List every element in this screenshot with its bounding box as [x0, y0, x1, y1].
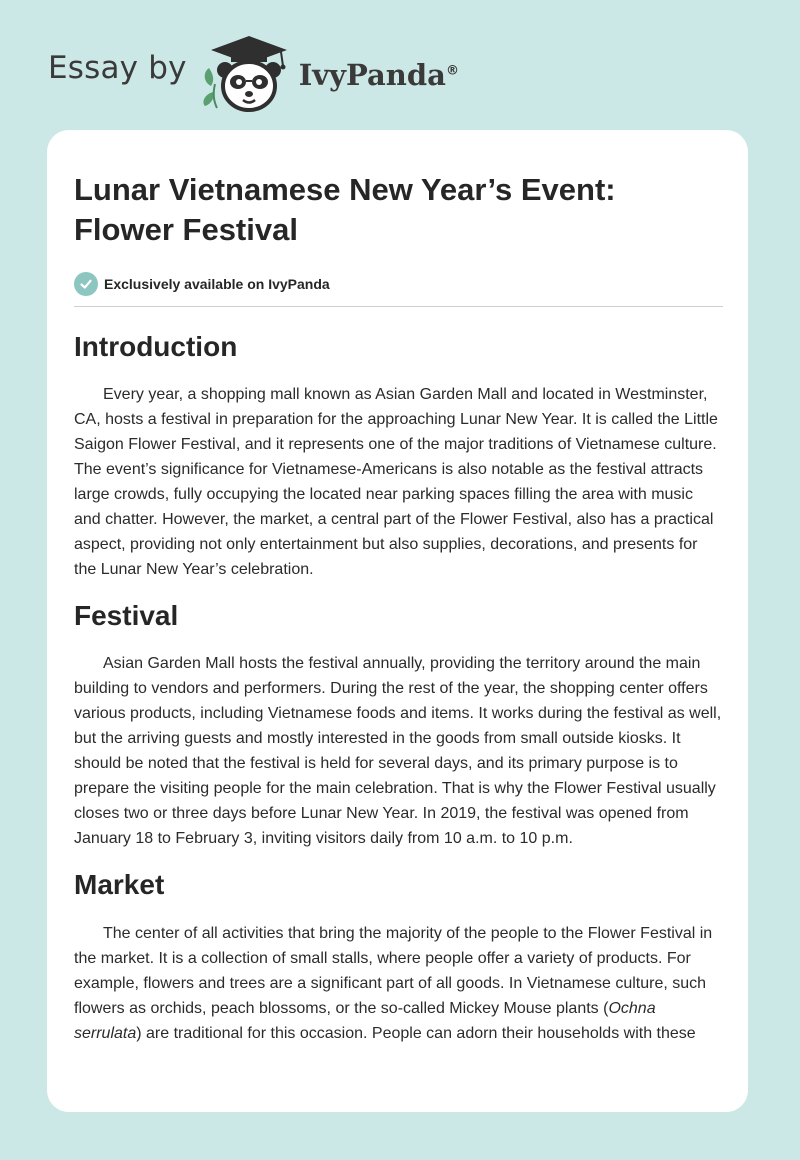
title-divider [74, 306, 723, 307]
essay-card [47, 130, 748, 1112]
essay-content [74, 170, 723, 1046]
section-heading-market: Market [74, 869, 165, 900]
brand-prefix: Essay by [48, 50, 187, 86]
essay-title: Lunar Vietnamese New Year’s Event: Flower Festival [74, 172, 616, 247]
panda-graduate-icon [201, 34, 297, 114]
exclusive-label: Exclusively available on IvyPanda [104, 276, 330, 292]
brand-name[interactable] [299, 58, 459, 92]
section-paragraph-market [74, 921, 723, 1046]
section-heading-introduction: Introduction [74, 331, 238, 362]
market-text-part-1: The center of all activities that bring the majority of the people to the Flower Festival in the market. It is a collection of small stalls, where people offer a variety of products. For example, flowers and trees are a significant part of all goods. In Vietnamese culture, such flowers as orchids, peach blossoms, or the so-called Mickey Mouse plants ( [74, 925, 713, 1017]
exclusive-badge [74, 271, 723, 297]
registered-mark: ® [445, 63, 459, 79]
section-paragraph-introduction: Every year, a shopping mall known as Asian Garden Mall and located in Westminster, CA, hosts a festival in preparation for the approaching Lunar New Year. It is called the Little Saigon Flower Festival, and it represents one of the major traditions of Vietnamese culture. The event’s significance for Vietnamese-Americans is also notable as the festival attracts large crowds, fully occupying the located near parking spaces filling the area with music and chatter. However, the market, a central part of the Flower Festival, also has a practical aspect, providing not only entertainment but also supplies, decorations, and presents for the Lunar New Year’s celebration. [74, 386, 718, 578]
market-text-italic: Ochna serrulata [74, 1000, 656, 1042]
check-icon [74, 272, 98, 296]
card-bottom-clip [47, 1098, 748, 1112]
section-heading-festival: Festival [74, 600, 179, 631]
brand-header [48, 34, 459, 114]
market-text-part-2: ) are traditional for this occasion. People can adorn their households with these [136, 1025, 696, 1042]
brand-name-text: IvyPanda [298, 58, 446, 92]
section-paragraph-festival: Asian Garden Mall hosts the festival annually, providing the territory around the main building to vendors and performers. During the rest of the year, the shopping center offers various products, including Vietnamese foods and items. It works during the festival as well, but the arriving guests and mostly interested in the goods from small outside kiosks. It should be noted that the festival is held for several days, and its primary purpose is to prepare the visiting people for the main celebration. That is why the Flower Festival usually closes two or three days before Lunar New Year. In 2019, the festival was opened from January 18 to February 3, inviting visitors daily from 10 a.m. to 10 p.m. [74, 655, 722, 847]
